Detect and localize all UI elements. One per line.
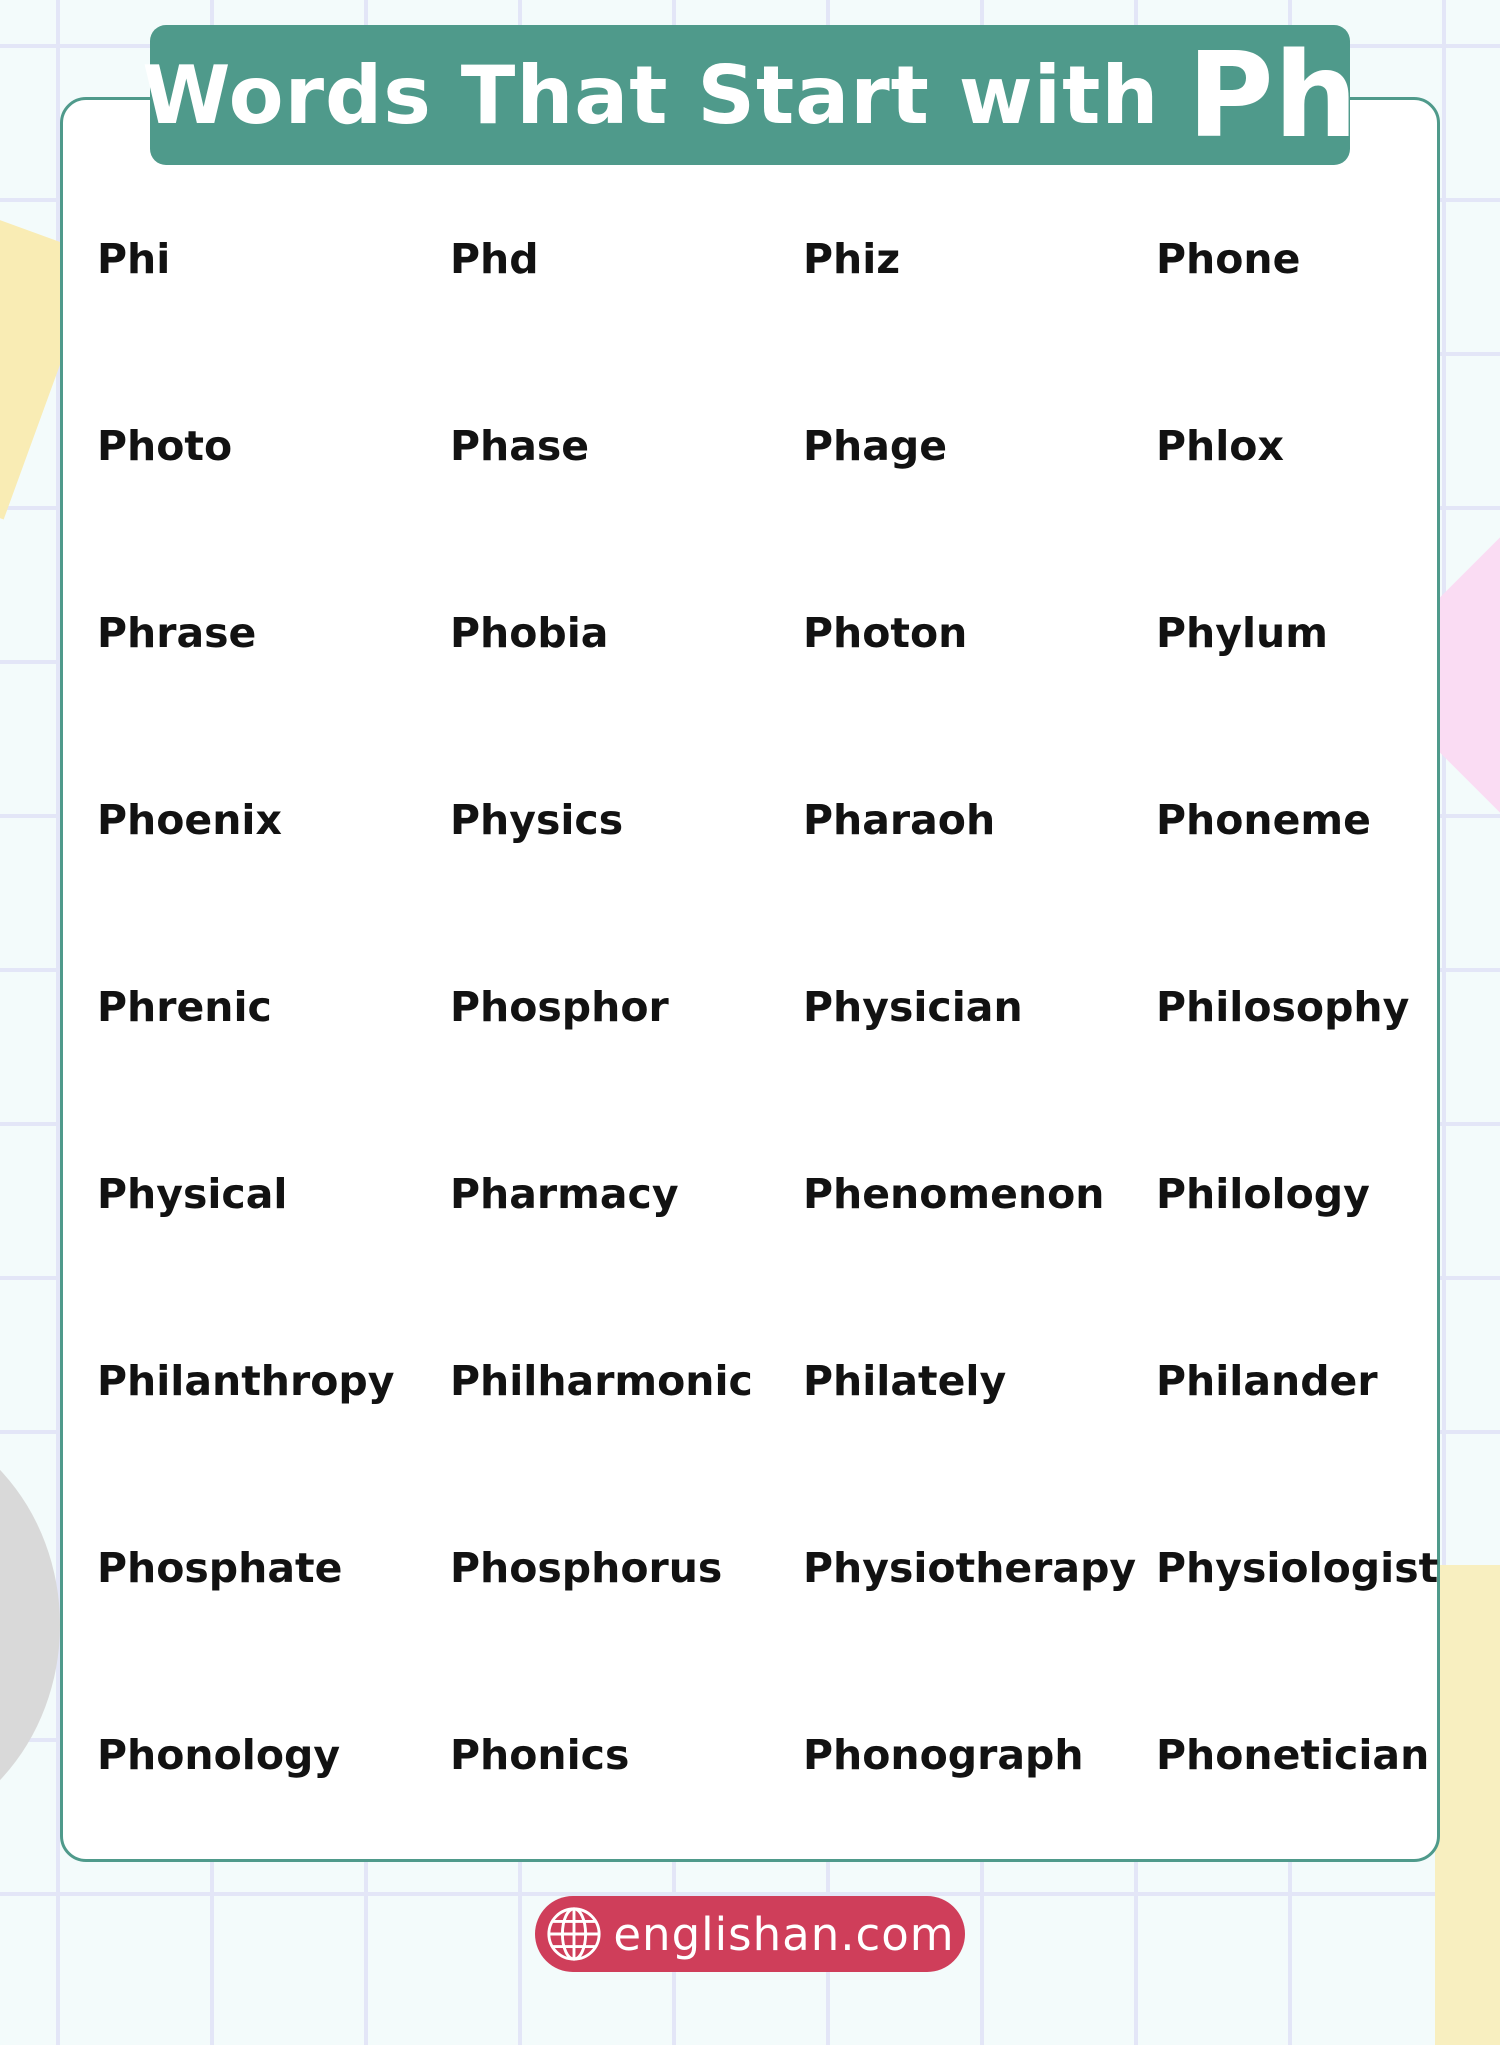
word-item: Pharmacy	[450, 1169, 679, 1218]
word-item: Physics	[450, 795, 624, 844]
word-item: Philosophy	[1156, 982, 1410, 1031]
word-item: Philanthropy	[97, 1356, 395, 1405]
word-item: Phiz	[803, 234, 901, 283]
word-item: Phosphate	[97, 1543, 343, 1592]
word-item: Phonology	[97, 1730, 341, 1779]
word-item: Phonograph	[803, 1730, 1084, 1779]
word-item: Phi	[97, 234, 171, 283]
word-item: Phosphor	[450, 982, 669, 1031]
word-item: Phage	[803, 421, 948, 470]
word-item: Pharaoh	[803, 795, 996, 844]
word-item: Phobia	[450, 608, 609, 657]
word-item: Philharmonic	[450, 1356, 753, 1405]
word-item: Phase	[450, 421, 590, 470]
word-item: Phoneme	[1156, 795, 1371, 844]
word-item: Phenomenon	[803, 1169, 1105, 1218]
title-emphasis: Ph	[1187, 26, 1358, 164]
word-item: Phlox	[1156, 421, 1284, 470]
word-item: Photo	[97, 421, 233, 470]
word-item: Phoenix	[97, 795, 282, 844]
word-item: Photon	[803, 608, 968, 657]
word-item: Phonics	[450, 1730, 630, 1779]
decorative-yellow-bar	[1435, 1565, 1500, 2045]
word-item: Physiologist	[1156, 1543, 1439, 1592]
website-url: englishan.com	[613, 1907, 955, 1961]
word-item: Philander	[1156, 1356, 1378, 1405]
word-grid	[97, 165, 1437, 1848]
page-title: Words That Start with	[142, 48, 1160, 142]
globe-icon	[545, 1905, 603, 1963]
word-item: Phylum	[1156, 608, 1328, 657]
website-link[interactable]	[535, 1896, 965, 1972]
word-item: Philology	[1156, 1169, 1370, 1218]
word-item: Phone	[1156, 234, 1301, 283]
decorative-grey-circle	[0, 1410, 60, 1840]
word-item: Physiotherapy	[803, 1543, 1137, 1592]
word-item: Physical	[97, 1169, 288, 1218]
word-item: Philately	[803, 1356, 1007, 1405]
title-banner	[142, 25, 1358, 165]
word-item: Phonetician	[1156, 1730, 1430, 1779]
word-item: Phosphorus	[450, 1543, 723, 1592]
word-item: Phrase	[97, 608, 257, 657]
word-item: Physician	[803, 982, 1023, 1031]
word-item: Phd	[450, 234, 539, 283]
word-item: Phrenic	[97, 982, 272, 1031]
